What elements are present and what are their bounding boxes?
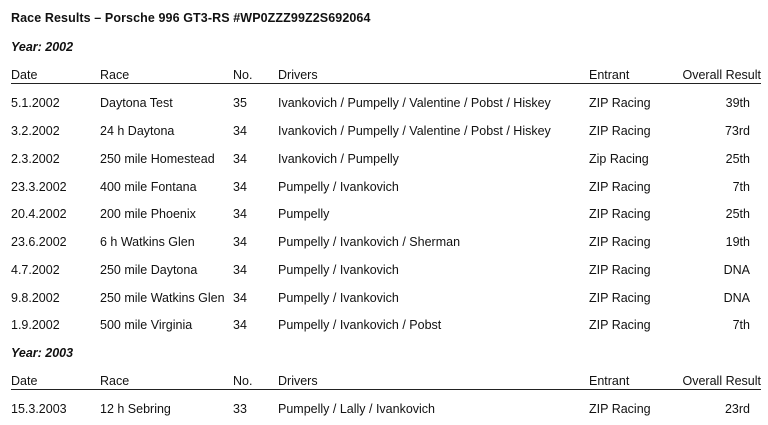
column-header-date: Date [11,374,38,388]
cell-result: DNA [723,291,750,305]
cell-result: 73rd [724,124,750,138]
column-header-entrant: Entrant [589,374,630,388]
cell-entrant: ZIP Racing [589,318,651,332]
cell-race: 24 h Daytona [100,124,175,138]
cell-date: 9.8.2002 [11,291,60,305]
column-header-entrant: Entrant [589,68,630,82]
cell-race: 12 h Sebring [100,402,171,416]
cell-date: 2.3.2002 [11,152,60,166]
column-header-no: No. [233,374,253,388]
table-row [11,290,761,306]
column-header-result: Overall Result [682,68,761,82]
table-row [11,123,761,139]
cell-no: 34 [233,152,247,166]
cell-race: 250 mile Watkins Glen [100,291,225,305]
cell-drivers: Pumpelly / Ivankovich [278,180,399,194]
cell-entrant: ZIP Racing [589,96,651,110]
cell-result: 23rd [724,402,750,416]
table-row [11,234,761,250]
cell-drivers: Pumpelly / Ivankovich / Pobst [278,318,442,332]
table-header-2002 [11,67,761,84]
cell-drivers: Ivankovich / Pumpelly [278,152,399,166]
table-header-2003 [11,373,761,390]
cell-entrant: ZIP Racing [589,402,651,416]
cell-drivers: Ivankovich / Pumpelly / Valentine / Pobst / Hiskey [278,96,551,110]
cell-drivers: Ivankovich / Pumpelly / Valentine / Pobst / Hiskey [278,124,551,138]
cell-race: 500 mile Virginia [100,318,193,332]
cell-result: 19th [725,235,750,249]
table-row [11,95,761,111]
cell-entrant: ZIP Racing [589,291,651,305]
table-row [11,206,761,222]
cell-no: 34 [233,124,247,138]
cell-race: 250 mile Daytona [100,263,198,277]
cell-race: 200 mile Phoenix [100,207,196,221]
year-label-2003: Year: 2003 [11,346,74,360]
cell-drivers: Pumpelly / Lally / Ivankovich [278,402,436,416]
table-row [11,262,761,278]
cell-drivers: Pumpelly / Ivankovich / Sherman [278,235,461,249]
column-header-result: Overall Result [682,374,761,388]
cell-date: 4.7.2002 [11,263,60,277]
cell-entrant: ZIP Racing [589,124,651,138]
cell-drivers: Pumpelly [278,207,330,221]
cell-no: 34 [233,180,247,194]
cell-date: 1.9.2002 [11,318,60,332]
cell-date: 3.2.2002 [11,124,60,138]
cell-race: 400 mile Fontana [100,180,197,194]
cell-no: 34 [233,263,247,277]
cell-no: 33 [233,402,247,416]
cell-race: 6 h Watkins Glen [100,235,195,249]
column-header-race: Race [100,374,130,388]
cell-result: 25th [725,152,750,166]
cell-date: 23.3.2002 [11,180,67,194]
table-row [11,401,761,417]
cell-result: 7th [732,318,750,332]
cell-entrant: Zip Racing [589,152,649,166]
table-row [11,179,761,195]
cell-no: 34 [233,318,247,332]
cell-no: 35 [233,96,247,110]
cell-date: 5.1.2002 [11,96,60,110]
column-header-drivers: Drivers [278,68,318,82]
cell-date: 15.3.2003 [11,402,67,416]
column-header-date: Date [11,68,38,82]
cell-drivers: Pumpelly / Ivankovich [278,291,399,305]
cell-entrant: ZIP Racing [589,207,651,221]
cell-no: 34 [233,235,247,249]
cell-result: 25th [725,207,750,221]
cell-result: 39th [725,96,750,110]
cell-race: Daytona Test [100,96,173,110]
cell-date: 23.6.2002 [11,235,67,249]
table-row [11,317,761,333]
cell-result: 7th [732,180,750,194]
year-label-2002: Year: 2002 [11,40,74,54]
table-row [11,151,761,167]
cell-result: DNA [723,263,750,277]
cell-entrant: ZIP Racing [589,235,651,249]
cell-entrant: ZIP Racing [589,263,651,277]
column-header-drivers: Drivers [278,374,318,388]
cell-race: 250 mile Homestead [100,152,215,166]
column-header-race: Race [100,68,130,82]
cell-date: 20.4.2002 [11,207,67,221]
cell-no: 34 [233,291,247,305]
cell-entrant: ZIP Racing [589,180,651,194]
cell-drivers: Pumpelly / Ivankovich [278,263,399,277]
page-title: Race Results – Porsche 996 GT3-RS #WP0ZZZ99Z2S692064 [11,11,371,25]
cell-no: 34 [233,207,247,221]
column-header-no: No. [233,68,253,82]
